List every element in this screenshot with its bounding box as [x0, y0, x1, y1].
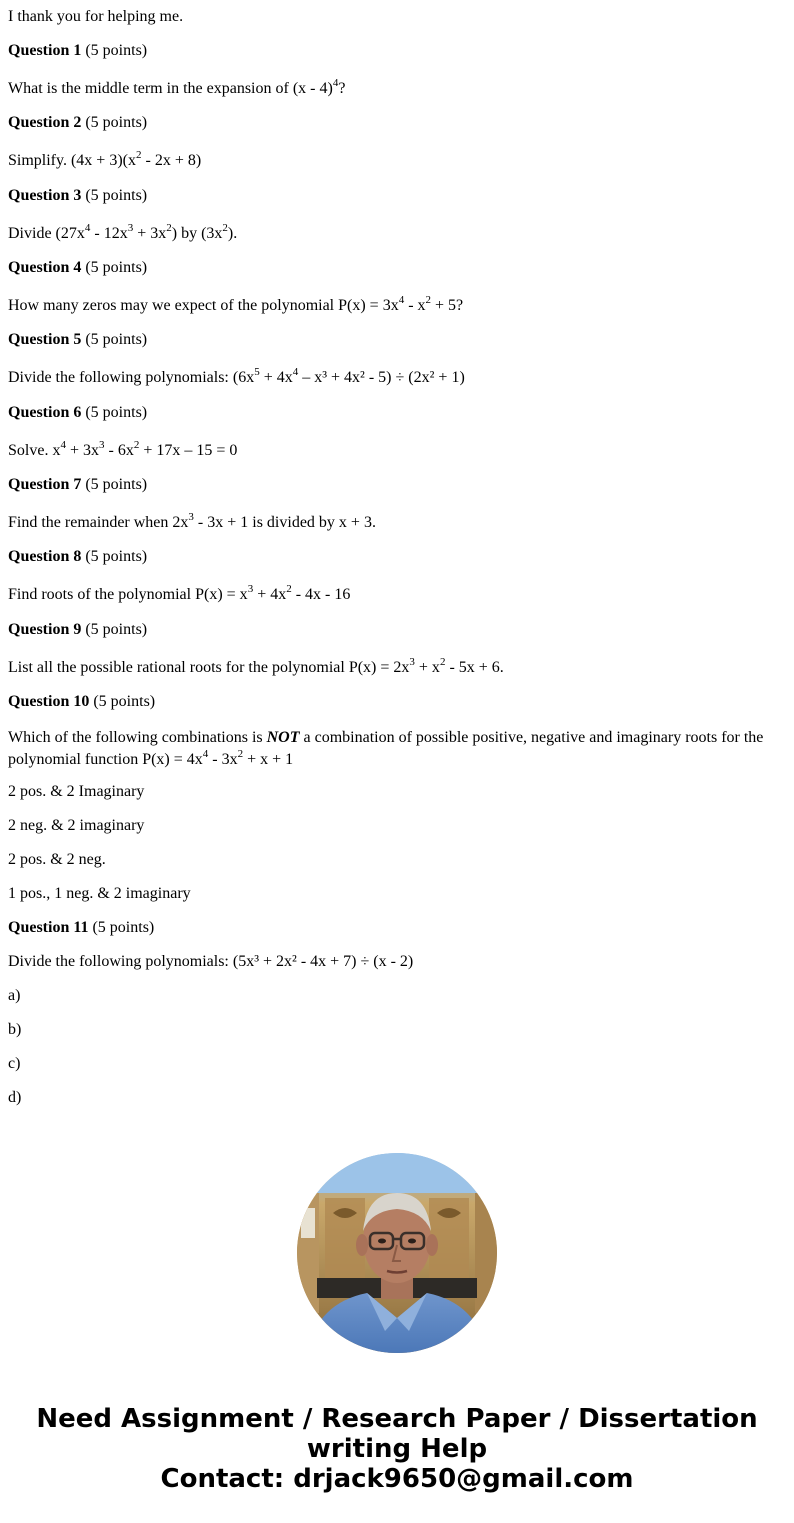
answer-option[interactable]: a) — [8, 987, 21, 1004]
question-title: Question 4 — [8, 259, 82, 276]
avatar — [297, 1153, 497, 1353]
question-points: (5 points) — [85, 259, 148, 276]
question-title: Question 6 — [8, 404, 82, 421]
question-8-header — [8, 548, 147, 566]
question-title: Question 3 — [8, 187, 82, 204]
question-points: (5 points) — [85, 42, 148, 59]
question-points: (5 points) — [92, 919, 155, 936]
question-title: Question 9 — [8, 621, 82, 638]
question-title: Question 11 — [8, 919, 89, 936]
avatar-portrait — [297, 1153, 497, 1353]
question-3-text: Divide $(27x^4 - 12x^3 + 3x^2)$ by $(3x^2)$. — [8, 221, 238, 242]
question-2-header — [8, 114, 147, 132]
question-7-header — [8, 476, 147, 494]
question-9-text: List all the possible rational roots for the polynomial $P(x) = 2x^3 + x^2 - 5x + 6$. — [8, 655, 504, 676]
question-points: (5 points) — [85, 404, 148, 421]
question-6-header — [8, 404, 147, 422]
question-10-text: Which of the following combinations is NOT a combination of possible positive, negative and imaginary roots for the polynomial function $P(x) = 4x^4 - 3x^2 + x + 1$ — [8, 729, 764, 768]
question-title: Question 7 — [8, 476, 82, 493]
answer-option[interactable]: 1 pos., 1 neg. & 2 imaginary — [8, 885, 191, 902]
question-10-header — [8, 693, 155, 711]
question-4-header — [8, 259, 147, 277]
question-points: (5 points) — [85, 114, 148, 131]
question-title: Question 2 — [8, 114, 82, 131]
question-11-header — [8, 919, 154, 937]
banner-line-2: writing Help — [306, 1434, 488, 1464]
question-title: Question 8 — [8, 548, 82, 565]
question-title: Question 5 — [8, 331, 82, 348]
question-1-header — [8, 42, 147, 60]
intro-text: I thank you for helping me. — [8, 8, 184, 25]
question-8-text: Find roots of the polynomial $P(x) = x^3 + 4x^2 - 4x - 16$ — [8, 582, 351, 603]
question-5-text: Divide the following polynomials: $(6x^5 + 4x^4 - x^3 + 4x^2 - 5) \div (2x^2 + 1)$ — [8, 365, 465, 386]
question-points: (5 points) — [85, 621, 148, 638]
answer-option[interactable]: 2 neg. & 2 imaginary — [8, 817, 145, 834]
question-title: Question 10 — [8, 693, 90, 710]
question-points: (5 points) — [85, 476, 148, 493]
question-points: (5 points) — [85, 187, 148, 204]
question-7-text: Find the remainder when $2x^3 - 3x + 1$ is divided by x + 3. — [8, 510, 376, 531]
question-2-text: Simplify. $(4x + 3)(x^2 - 2x + 8)$ — [8, 148, 202, 169]
question-3-header — [8, 187, 147, 205]
question-points: (5 points) — [85, 548, 148, 565]
question-1-text: What is the middle term in the expansion of (x - 4)$^4$? — [8, 76, 346, 97]
question-points: (5 points) — [93, 693, 156, 710]
contact-email[interactable]: Contact: drjack9650@gmail.com — [160, 1464, 634, 1494]
question-4-text: How many zeros may we expect of the polynomial $P(x) = 3x^4 - x^2 + 5$? — [8, 293, 464, 314]
question-title: Question 1 — [8, 42, 82, 59]
banner-line-1: Need Assignment / Research Paper / Dissertation — [36, 1404, 758, 1434]
answer-option[interactable]: 2 pos. & 2 neg. — [8, 851, 106, 868]
answer-option[interactable]: c) — [8, 1055, 21, 1072]
question-11-text: Divide the following polynomials: (5x³ + 2x² - 4x + 7) ÷ (x - 2) — [8, 953, 414, 970]
not-emphasis: NOT — [266, 729, 300, 746]
answer-option[interactable]: b) — [8, 1021, 22, 1038]
contact-banner — [0, 1404, 794, 1494]
answer-option[interactable]: d) — [8, 1089, 22, 1106]
answer-option[interactable]: 2 pos. & 2 Imaginary — [8, 783, 145, 800]
question-9-header — [8, 621, 147, 639]
question-6-text: Solve. $x^4 + 3x^3 - 6x^2 + 17x - 15 = 0$ — [8, 438, 238, 459]
question-5-header — [8, 331, 147, 349]
question-points: (5 points) — [85, 331, 148, 348]
